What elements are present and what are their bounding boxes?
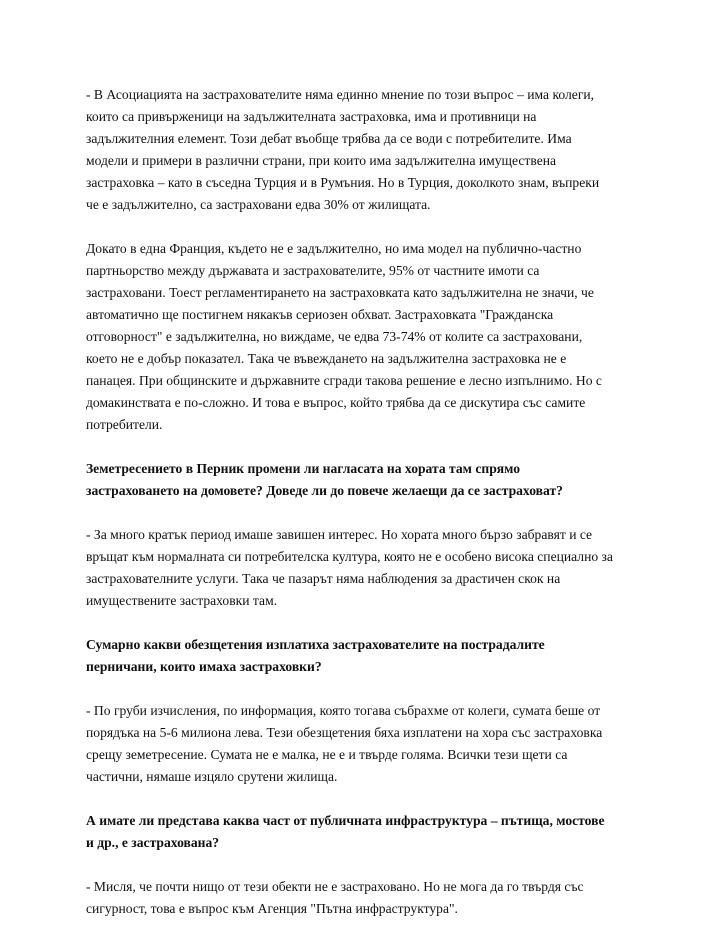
text-line: панацея. При общинските и държавните сгради такова решение е лесно изпълнимо. Но с bbox=[86, 373, 602, 388]
answer-paragraph-4 bbox=[86, 700, 646, 788]
answer-paragraph-2 bbox=[86, 238, 646, 436]
text-line: отговорност" е задължителна, но виждаме, че едва 73-74% от колите са застраховани, bbox=[86, 329, 583, 344]
text-line: потребители. bbox=[86, 417, 163, 432]
text-line: което не е добър показател. Така че въвеждането на задължителна застраховка не е bbox=[86, 351, 567, 366]
text-line: частични, нямаше изцяло срутени жилища. bbox=[86, 769, 338, 784]
text-line: - По груби изчисления, по информация, която тогава събрахме от колеги, сумата беше от bbox=[86, 703, 601, 718]
text-line: - В Асоциацията на застрахователите няма единно мнение по този въпрос – има колеги, bbox=[86, 87, 595, 102]
question-paragraph-2 bbox=[86, 634, 646, 678]
text-line: Сумарно какви обезщетения изплатиха застрахователите на пострадалите bbox=[86, 637, 545, 652]
text-line: застрахователните услуги. Така че пазарът няма наблюдения за драстичен скок на bbox=[86, 571, 561, 586]
text-line: задължителния елемент. Този дебат въобще трябва да се води с потребителите. Има bbox=[86, 131, 572, 146]
text-line: срещу земетресение. Сумата не е малка, не е и твърде голяма. Всички тези щети са bbox=[86, 747, 568, 762]
document-page bbox=[86, 84, 646, 942]
text-line: имуществените застраховки там. bbox=[86, 593, 278, 608]
text-line: домакинствата е по-сложно. И това е въпрос, който трябва да се дискутира със самите bbox=[86, 395, 586, 410]
answer-paragraph-5 bbox=[86, 876, 646, 920]
text-line: модели и примери в различни страни, при които има задължителна имуществена bbox=[86, 153, 557, 168]
text-line: порядъка на 5-6 милиона лева. Тези обезщетения бяха изплатени на хора със застраховка bbox=[86, 725, 603, 740]
text-line: застраховани. Тоест регламентирането на застраховката като задължителна не значи, че bbox=[86, 285, 594, 300]
text-line: Докато в една Франция, където не е задължително, но има модел на публично-частно bbox=[86, 241, 582, 256]
text-line: партньорство между държавата и застрахователите, 95% от частните имоти са bbox=[86, 263, 540, 278]
text-line: сигурност, това е въпрос към Агенция "Пътна инфраструктура". bbox=[86, 901, 458, 916]
text-line: връщат към нормалната си потребителска култура, която не е особено висока специално за bbox=[86, 549, 613, 564]
text-line: перничани, които имаха застраховки? bbox=[86, 659, 322, 674]
text-line: застраховка – като в съседна Турция и в Румъния. Но в Турция, доколкото знам, въпреки bbox=[86, 175, 600, 190]
text-line: че е задължително, са застраховани едва 30% от жилищата. bbox=[86, 197, 431, 212]
text-line: Земетресението в Перник промени ли нагласата на хората там спрямо bbox=[86, 461, 520, 476]
text-line: застраховането на домовете? Доведе ли до повече желаещи да се застраховат? bbox=[86, 483, 563, 498]
text-line: и др., е застрахована? bbox=[86, 835, 220, 850]
text-line: автоматично ще постигнем някакъв сериозен обхват. Застраховката "Гражданска bbox=[86, 307, 554, 322]
text-line: - Мисля, че почти нищо от тези обекти не е застраховано. Но не мога да го твърдя със bbox=[86, 879, 584, 894]
question-paragraph-3 bbox=[86, 810, 646, 854]
answer-paragraph-3 bbox=[86, 524, 646, 612]
question-paragraph-1 bbox=[86, 458, 646, 502]
answer-paragraph-1 bbox=[86, 84, 646, 216]
text-line: които са привърженици на задължителната застраховка, има и противници на bbox=[86, 109, 537, 124]
text-line: - За много кратък период имаше завишен интерес. Но хората много бързо забравят и се bbox=[86, 527, 593, 542]
text-line: А имате ли представа каква част от публичната инфраструктура – пътища, мостове bbox=[86, 813, 605, 828]
